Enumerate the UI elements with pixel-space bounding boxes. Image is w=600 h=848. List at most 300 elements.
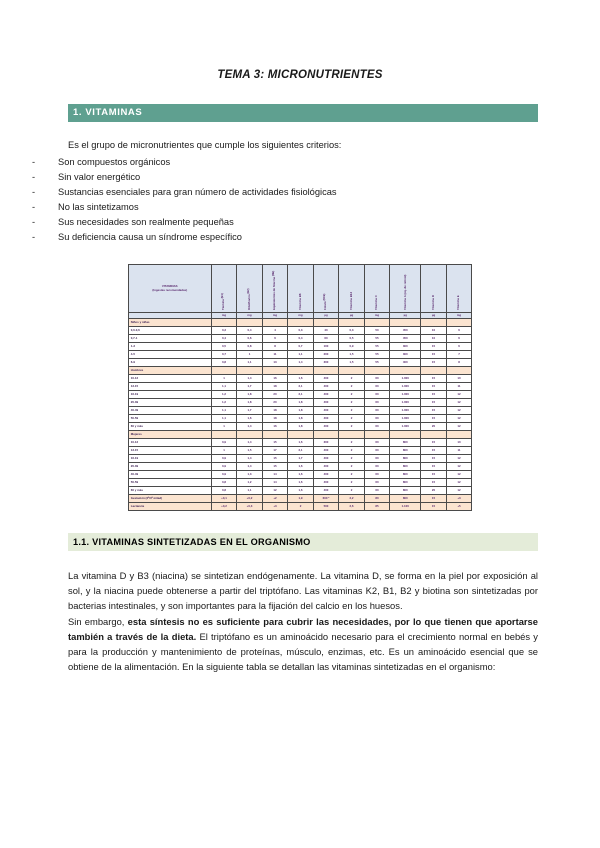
table-cell: 400 xyxy=(313,407,339,415)
table-cell: 8 xyxy=(446,359,472,367)
table-cell: 2 xyxy=(339,423,365,431)
table-cell: 300 xyxy=(313,359,339,367)
table-corner-header xyxy=(128,265,211,313)
table-cell: 0,3 xyxy=(211,327,237,335)
table-cell: 6 xyxy=(446,343,472,351)
row-label: 20-39 xyxy=(128,399,211,407)
section-heading-vitaminas: 1. VITAMINAS xyxy=(68,104,538,122)
table-cell: 1,8 xyxy=(288,399,314,407)
table-cell: 15 xyxy=(421,439,447,447)
table-cell xyxy=(364,319,390,327)
row-label: 40-49 xyxy=(128,471,211,479)
paragraph-dieta xyxy=(68,614,538,675)
table-cell: 14 xyxy=(262,479,288,487)
table-cell: 1 xyxy=(211,447,237,455)
table-cell: 12 xyxy=(262,487,288,495)
table-cell: 50 xyxy=(364,327,390,335)
table-cell: 55 xyxy=(364,343,390,351)
table-row xyxy=(128,423,472,431)
corner-label: VITAMINAS xyxy=(161,284,178,289)
table-cell: 11 xyxy=(446,447,472,455)
table-cell: 800 xyxy=(390,447,421,455)
table-cell: 300 xyxy=(390,351,421,359)
table-cell: 15 xyxy=(421,455,447,463)
table-cell: 2 xyxy=(339,447,365,455)
col-header-tiamina xyxy=(211,265,237,313)
table-row xyxy=(128,463,472,471)
table-cell: 1,1 xyxy=(211,407,237,415)
table-body xyxy=(128,319,472,511)
table-row xyxy=(128,359,472,367)
table-cell: 1,6 xyxy=(288,471,314,479)
table-cell: 0,7 xyxy=(288,343,314,351)
table-cell: 450 xyxy=(390,335,421,343)
col-header-vitamina-e xyxy=(446,265,472,313)
table-cell: +3 xyxy=(262,503,288,511)
row-label: 16-19 xyxy=(128,391,211,399)
table-cell: 1,9 xyxy=(288,495,314,503)
unit-cell: µg xyxy=(313,313,339,319)
table-cell: 0,4 xyxy=(211,335,237,343)
table-header xyxy=(128,265,472,319)
table-cell: 0,9 xyxy=(211,455,237,463)
table-cell: 0,9 xyxy=(211,463,237,471)
table-cell: 15 xyxy=(421,479,447,487)
table-cell: 12 xyxy=(446,471,472,479)
table-cell: 11 xyxy=(446,383,472,391)
table-cell: 1.000 xyxy=(390,399,421,407)
row-label: 0,7-1 xyxy=(128,335,211,343)
table-cell: 2 xyxy=(339,455,365,463)
table-cell: 60 xyxy=(364,471,390,479)
table-cell: 1,7 xyxy=(237,383,263,391)
table-cell: 2 xyxy=(339,463,365,471)
table-cell: 400 xyxy=(390,359,421,367)
table-cell: 0,8 xyxy=(237,343,263,351)
row-label: 10-12 xyxy=(128,375,211,383)
row-label: 4-5 xyxy=(128,351,211,359)
table-cell: 20 xyxy=(421,423,447,431)
table-cell: 1,1 xyxy=(237,487,263,495)
bullet-dash: - xyxy=(32,157,36,168)
table-cell: +0,2 xyxy=(211,503,237,511)
table-cell: 2 xyxy=(339,375,365,383)
table-cell: 12 xyxy=(446,399,472,407)
table-cell: 10 xyxy=(421,335,447,343)
table-cell: 0,5 xyxy=(339,335,365,343)
table-cell: 2,1 xyxy=(288,383,314,391)
paragraph-rest: El triptófano es un aminoácido necesario para el crecimiento normal en bebés y para la producción y mantenimiento de proteínas, músculo, enzimas, etc. Es un aminoácido esencial que se obtiene de la alimentación. En la siguiente tabla se detallan las vitaminas sintetizadas en el organismo: xyxy=(68,630,538,673)
table-cell: 15 xyxy=(421,375,447,383)
table-cell: 0,5 xyxy=(211,343,237,351)
row-label: 16-19 xyxy=(128,455,211,463)
col-header-vitamina-a xyxy=(390,265,421,313)
table-cell: 2,1 xyxy=(288,391,314,399)
col-header-label: Riboflavina xyxy=(246,294,251,311)
table-cell: 1,6 xyxy=(288,479,314,487)
table-cell: 400 xyxy=(313,391,339,399)
table-cell: 1,2 xyxy=(211,391,237,399)
table-cell: 2 xyxy=(339,487,365,495)
list-item-label: Sin valor energético xyxy=(58,172,141,183)
col-header-label: Vitamina A (eq. de retinol) xyxy=(402,274,407,311)
table-cell: 500 xyxy=(313,503,339,511)
table-cell xyxy=(211,431,237,439)
table-cell: 15 xyxy=(262,463,288,471)
list-item xyxy=(32,200,600,215)
col-header-sub: (NE) xyxy=(272,271,276,277)
table-cell: 15 xyxy=(421,471,447,479)
col-header-sub: (B2) xyxy=(246,288,250,294)
table-cell: 55 xyxy=(364,359,390,367)
table-cell: 20 xyxy=(262,399,288,407)
row-label: 60 y más xyxy=(128,423,211,431)
table-cell xyxy=(288,319,314,327)
table-cell: 18 xyxy=(262,383,288,391)
table-cell: 12 xyxy=(446,423,472,431)
table-cell: 400 xyxy=(313,375,339,383)
table-cell: 60 xyxy=(364,463,390,471)
row-label: 60 y más xyxy=(128,487,211,495)
table-cell: 60 xyxy=(364,455,390,463)
col-header-label: Vitamina B6 xyxy=(297,293,302,311)
table-cell: 1.000 xyxy=(390,383,421,391)
table-row xyxy=(128,479,472,487)
table-cell xyxy=(237,367,263,375)
table-cell xyxy=(262,367,288,375)
table-cell: 60 xyxy=(364,407,390,415)
table-cell xyxy=(446,367,472,375)
table-cell xyxy=(211,367,237,375)
table-cell: 12 xyxy=(446,487,472,495)
row-label: 20-39 xyxy=(128,463,211,471)
table-cell: 2,6 xyxy=(339,503,365,511)
table-cell: 16 xyxy=(262,375,288,383)
table-cell: 1,8 xyxy=(288,423,314,431)
table-cell: 15 xyxy=(421,495,447,503)
table-cell: 11 xyxy=(262,351,288,359)
table-cell: 1.000 xyxy=(390,391,421,399)
table-cell: 800 xyxy=(390,455,421,463)
table-cell: 60 xyxy=(364,447,390,455)
table-cell: 6 xyxy=(446,335,472,343)
table-cell xyxy=(262,431,288,439)
unit-cell: µg xyxy=(339,313,365,319)
table-cell: 400 xyxy=(313,415,339,423)
list-item xyxy=(32,170,600,185)
table-cell: 15 xyxy=(421,415,447,423)
table-cell xyxy=(211,319,237,327)
table-cell: 1,4 xyxy=(288,359,314,367)
table-cell: 10 xyxy=(446,439,472,447)
table-cell: 55 xyxy=(364,335,390,343)
table-cell: 15 xyxy=(421,351,447,359)
table-cell: 15 xyxy=(421,447,447,455)
row-label: Hombres xyxy=(128,367,211,375)
table-cell: 2 xyxy=(339,479,365,487)
unit-cell: µg xyxy=(390,313,421,319)
table-cell: 450 xyxy=(390,327,421,335)
table-cell: 400 xyxy=(313,423,339,431)
row-label: 13-15 xyxy=(128,383,211,391)
table-cell: 1,5 xyxy=(237,447,263,455)
table-cell: 1,2 xyxy=(211,399,237,407)
table-cell: 400 xyxy=(313,455,339,463)
table-row xyxy=(128,367,472,375)
table-cell xyxy=(288,431,314,439)
col-header-sub: (DFE) xyxy=(323,293,327,301)
table-row xyxy=(128,383,472,391)
table-cell: 60 xyxy=(313,335,339,343)
table-row xyxy=(128,495,472,503)
table-cell: 8 xyxy=(262,343,288,351)
col-header-sub: (B1) xyxy=(221,293,225,299)
table-cell: 0,3 xyxy=(339,327,365,335)
table-cell: 1.000 xyxy=(390,423,421,431)
col-header-label: Equivalentes de Niacina xyxy=(272,277,277,311)
table-cell: 1,6 xyxy=(288,487,314,495)
table-cell: 1 xyxy=(211,423,237,431)
table-cell: 800 xyxy=(390,487,421,495)
list-item-label: Son compuestos orgánicos xyxy=(58,157,171,168)
table-cell: 400 xyxy=(313,471,339,479)
table-cell xyxy=(390,431,421,439)
table-cell: 18 xyxy=(262,407,288,415)
table-cell: 15 xyxy=(421,407,447,415)
table-cell: 1,6 xyxy=(288,463,314,471)
table-cell: 2,1 xyxy=(288,447,314,455)
table-cell: +3 xyxy=(446,495,472,503)
table-cell: 400 xyxy=(313,447,339,455)
table-row xyxy=(128,487,472,495)
col-header-riboflavina xyxy=(237,265,263,313)
table-cell: 0,4 xyxy=(288,335,314,343)
table-cell: 40 xyxy=(313,327,339,335)
col-header-label: Folato xyxy=(323,301,328,311)
table-cell: 12 xyxy=(446,455,472,463)
table-cell xyxy=(339,319,365,327)
table-cell: 15 xyxy=(421,463,447,471)
table-cell: 15 xyxy=(262,439,288,447)
unit-cell: mg xyxy=(237,313,263,319)
table-cell: 2,2 xyxy=(339,495,365,503)
table-cell: 15 xyxy=(421,503,447,511)
table-cell: 60 xyxy=(364,479,390,487)
table-cell: +0,2 xyxy=(237,495,263,503)
table-cell xyxy=(288,367,314,375)
list-item-label: Sustancias esenciales para gran número de actividades fisiológicas xyxy=(58,187,337,198)
list-item-label: No las sintetizamos xyxy=(58,202,139,213)
row-label: Mujeres xyxy=(128,431,211,439)
table-cell: 7 xyxy=(446,351,472,359)
table-cell: 2 xyxy=(339,399,365,407)
table-cell: +0,1 xyxy=(211,495,237,503)
row-label: Gestación (2ª/3ª mitad) xyxy=(128,495,211,503)
rda-table-container xyxy=(0,264,600,511)
criteria-list xyxy=(0,155,600,245)
table-cell: 12 xyxy=(446,415,472,423)
table-cell: 0,8 xyxy=(211,359,237,367)
table-cell: +0,3 xyxy=(237,503,263,511)
table-cell: +5 xyxy=(446,503,472,511)
table-row xyxy=(128,399,472,407)
table-cell xyxy=(421,319,447,327)
unit-cell: mg xyxy=(446,313,472,319)
table-cell: 1,6 xyxy=(237,415,263,423)
table-cell: 1,5 xyxy=(339,351,365,359)
table-row xyxy=(128,407,472,415)
table-row xyxy=(128,439,472,447)
col-header-vitamina-d xyxy=(421,265,447,313)
col-header-label: Vitamina C xyxy=(374,295,379,311)
table-cell: 2 xyxy=(339,439,365,447)
table-cell: 18 xyxy=(262,415,288,423)
table-cell: 1,5 xyxy=(339,359,365,367)
row-label: 40-49 xyxy=(128,407,211,415)
table-cell: 100 xyxy=(313,343,339,351)
table-cell: 2 xyxy=(288,503,314,511)
table-cell: 800 xyxy=(390,439,421,447)
table-cell: 12 xyxy=(446,463,472,471)
table-cell: 0,9 xyxy=(211,439,237,447)
table-cell xyxy=(339,367,365,375)
table-cell xyxy=(390,367,421,375)
unit-cell: mg xyxy=(288,313,314,319)
table-cell: 200 xyxy=(313,351,339,359)
table-row xyxy=(128,391,472,399)
table-row xyxy=(128,447,472,455)
table-cell: 6 xyxy=(446,327,472,335)
list-item xyxy=(32,185,600,200)
row-label: 6-9 xyxy=(128,359,211,367)
table-row xyxy=(128,415,472,423)
table-row xyxy=(128,319,472,327)
table-cell: 400 xyxy=(313,487,339,495)
table-cell xyxy=(262,319,288,327)
table-cell: 1,4 xyxy=(237,375,263,383)
table-cell: 60 xyxy=(364,391,390,399)
row-label: Lactancia xyxy=(128,503,211,511)
table-row xyxy=(128,327,472,335)
table-cell: 12 xyxy=(446,479,472,487)
table-row xyxy=(128,455,472,463)
table-cell: 85 xyxy=(364,503,390,511)
list-item xyxy=(32,230,600,245)
col-header-label: Vitamina B12 xyxy=(348,292,353,311)
row-label: Niños y niñas xyxy=(128,319,211,327)
table-cell: 1,4 xyxy=(237,455,263,463)
table-cell: 60 xyxy=(364,439,390,447)
bullet-dash: - xyxy=(32,202,36,213)
table-cell: 1 xyxy=(237,351,263,359)
table-row xyxy=(128,431,472,439)
table-row xyxy=(128,375,472,383)
table-cell: 0,8 xyxy=(211,479,237,487)
unit-cell: mg xyxy=(262,313,288,319)
table-cell: 60 xyxy=(364,383,390,391)
table-cell: 1,1 xyxy=(211,415,237,423)
table-cell: 800 xyxy=(390,471,421,479)
col-header-vitamina-b12 xyxy=(339,265,365,313)
table-cell: 1,4 xyxy=(237,439,263,447)
row-label: 1-3 xyxy=(128,343,211,351)
table-cell: 0,4 xyxy=(237,327,263,335)
table-cell xyxy=(313,431,339,439)
table-cell: 16 xyxy=(262,423,288,431)
table-cell xyxy=(237,319,263,327)
intro-paragraph: Es el grupo de micronutrientes que cumple los siguientes criterios: xyxy=(68,140,342,151)
col-header-label: Vitamina E xyxy=(456,295,461,311)
col-header-vitamina-c xyxy=(364,265,390,313)
table-cell: 1.100 xyxy=(390,503,421,511)
col-header-label: Tiamina xyxy=(221,299,226,311)
table-cell: 60 xyxy=(364,375,390,383)
table-header-row xyxy=(128,265,472,313)
table-row xyxy=(128,503,472,511)
table-cell: 20 xyxy=(421,487,447,495)
table-cell: 60 xyxy=(364,487,390,495)
table-cell: 60 xyxy=(364,399,390,407)
table-cell xyxy=(237,431,263,439)
table-cell: 1.000 xyxy=(390,407,421,415)
page-title: TEMA 3: MICRONUTRIENTES xyxy=(217,69,383,81)
table-cell: 1,4 xyxy=(237,423,263,431)
table-cell: +2 xyxy=(262,495,288,503)
table-row xyxy=(128,343,472,351)
table-cell: 60 xyxy=(364,415,390,423)
table-cell: 1,2 xyxy=(237,479,263,487)
table-cell: 15 xyxy=(421,391,447,399)
paragraph-sintesis-endogena: La vitamina D y B3 (niacina) se sintetizan endógenamente. La vitamina D, se forma en la piel por exposición al sol, y la niacina puede obtenerse a partir del triptófano. Las vitaminas K2, B1, B2 y biotina son sintetizadas por bacterias intestinales, y son importantes para la fijación del calcio en los huesos. xyxy=(68,569,538,612)
col-header-vitamina-b6 xyxy=(288,265,314,313)
corner-sublabel: (Ingestas recomendadas) xyxy=(152,287,188,292)
table-cell: 12 xyxy=(446,391,472,399)
table-cell: 1,7 xyxy=(237,407,263,415)
col-header-folato xyxy=(313,265,339,313)
paragraph-lead: Sin embargo, xyxy=(68,615,128,627)
table-cell: 17 xyxy=(262,447,288,455)
table-cell: 15 xyxy=(421,343,447,351)
table-cell: 1,4 xyxy=(237,463,263,471)
table-row xyxy=(128,471,472,479)
table-cell: 20 xyxy=(262,391,288,399)
table-cell xyxy=(446,319,472,327)
section-heading-sintetizadas: 1.1. VITAMINAS SINTETIZADAS EN EL ORGANISMO xyxy=(68,533,538,551)
table-cell: 80 xyxy=(364,495,390,503)
table-cell: 1 xyxy=(211,375,237,383)
table-cell: 10 xyxy=(421,327,447,335)
row-label: 13-15 xyxy=(128,447,211,455)
table-cell: 800 xyxy=(390,495,421,503)
table-cell xyxy=(364,431,390,439)
table-cell: 0,7 xyxy=(211,351,237,359)
table-cell: 1,8 xyxy=(288,407,314,415)
unit-cell: µg xyxy=(421,313,447,319)
table-cell xyxy=(421,431,447,439)
table-cell: 1,6 xyxy=(288,375,314,383)
table-cell: 2 xyxy=(339,383,365,391)
bullet-dash: - xyxy=(32,172,36,183)
table-cell xyxy=(313,367,339,375)
col-header-niacina xyxy=(262,265,288,313)
table-cell: 0,6 xyxy=(237,335,263,343)
table-cell: 1,1 xyxy=(288,351,314,359)
row-label: 0,0-0,6 xyxy=(128,327,211,335)
table-cell: 15 xyxy=(421,399,447,407)
table-cell: 1,8 xyxy=(288,415,314,423)
table-cell: 6 xyxy=(262,335,288,343)
table-cell xyxy=(364,367,390,375)
